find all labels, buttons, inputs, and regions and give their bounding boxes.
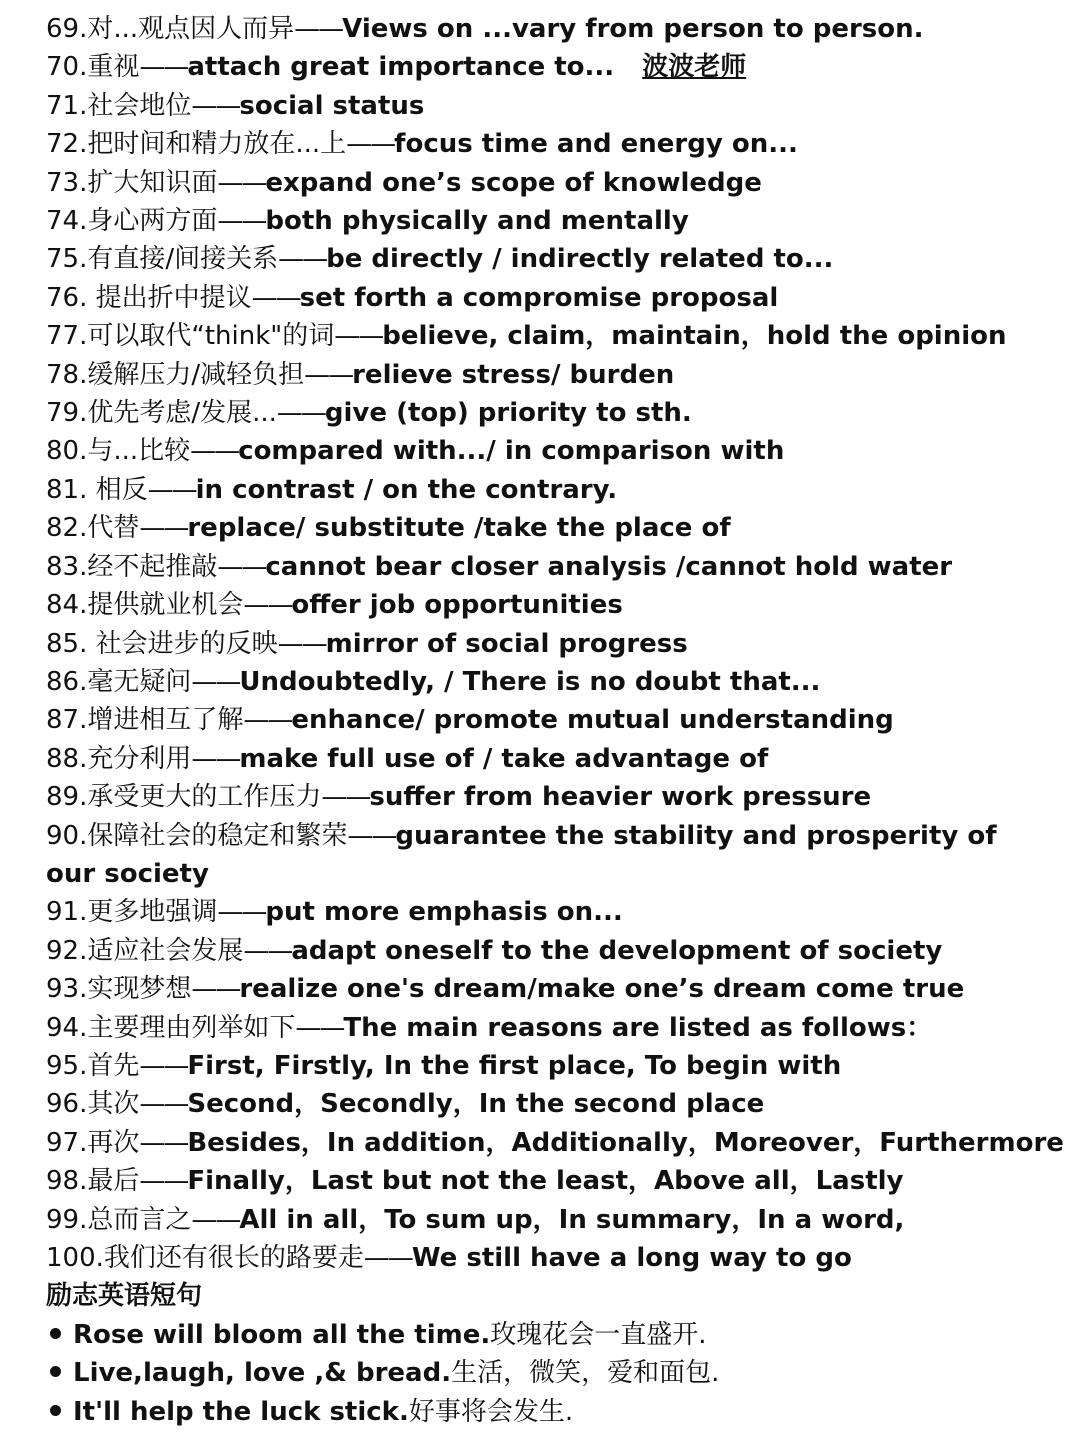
- section-heading: 励志英语短句: [46, 1281, 203, 1312]
- phrase-chinese: 99.总而言之: [46, 1204, 192, 1235]
- phrase-dash: ——: [191, 666, 240, 697]
- phrase-chinese: 97.再次: [46, 1127, 140, 1158]
- phrase-dash: ——: [277, 628, 326, 659]
- phrase-english: focus time and energy on...: [394, 129, 798, 160]
- phrase-entry: [46, 432, 1046, 470]
- phrase-dash: ——: [139, 52, 188, 83]
- quote-chinese: 玫瑰花会一直盛开.: [490, 1319, 707, 1350]
- phrase-english: relieve stress/ burden: [352, 359, 675, 390]
- phrase-english: compared with.../ in comparison with: [238, 436, 785, 467]
- phrase-dash: ——: [139, 1050, 188, 1081]
- phrase-dash: ——: [295, 1012, 344, 1043]
- phrase-chinese: 96.其次: [46, 1089, 140, 1120]
- phrase-chinese: 72.把时间和精力放在...上: [46, 129, 347, 160]
- phrase-english: Views on ...vary from person to person.: [342, 14, 924, 44]
- phrase-entry: [46, 240, 1046, 278]
- phrase-entry: [46, 48, 1046, 86]
- phrase-dash: ——: [304, 359, 353, 390]
- phrase-english: cannot bear closer analysis /cannot hold water: [265, 551, 953, 582]
- phrase-chinese: 94.主要理由列举如下: [46, 1012, 296, 1043]
- phrase-entry: [46, 1201, 1046, 1239]
- phrase-english: Besides，In addition，Additionally，Moreover，Furthermore: [187, 1127, 1064, 1158]
- phrase-entry: [46, 471, 1046, 509]
- phrase-dash: ——: [191, 90, 240, 121]
- phrase-entry: [46, 1124, 1064, 1162]
- phrase-chinese: 77.可以取代“think"的词: [46, 321, 335, 352]
- phrase-english: replace/ substitute /take the place of: [187, 513, 731, 544]
- phrase-entry: [46, 10, 1046, 48]
- quote-item: [46, 1316, 1046, 1354]
- phrase-entry: [46, 893, 1046, 931]
- phrase-chinese: 98.最后: [46, 1166, 140, 1197]
- phrase-entry: [46, 548, 1046, 586]
- phrase-chinese: 83.经不起推敲: [46, 551, 218, 582]
- phrase-entry: [46, 778, 1046, 816]
- phrase-chinese: 74.身心两方面: [46, 206, 218, 237]
- phrase-dash: ——: [251, 282, 300, 313]
- phrase-chinese: 88.充分利用: [46, 743, 192, 774]
- phrase-chinese: 89.承受更大的工作压力: [46, 782, 322, 813]
- phrase-english: attach great importance to...: [187, 52, 615, 83]
- phrase-dash: ——: [217, 206, 266, 237]
- phrase-entry: [46, 970, 1046, 1008]
- phrase-dash: ——: [278, 244, 327, 275]
- phrase-dash: ——: [243, 705, 292, 736]
- phrase-chinese: 75.有直接/间接关系: [46, 244, 279, 275]
- phrase-english: set forth a compromise proposal: [299, 282, 779, 313]
- phrase-entry: [46, 932, 1046, 970]
- phrase-english: be directly / indirectly related to...: [326, 244, 834, 275]
- phrase-dash: ——: [346, 129, 395, 160]
- phrase-chinese: 79.优先考虑/发展...: [46, 398, 277, 429]
- phrase-english: guarantee the stability and prosperity of our society: [46, 820, 997, 889]
- phrase-chinese: 73.扩大知识面: [46, 167, 218, 198]
- phrase-english: adapt oneself to the development of society: [291, 935, 943, 966]
- phrase-chinese: 71.社会地位: [46, 90, 192, 121]
- phrase-chinese: 69.对...观点因人而异: [46, 14, 295, 44]
- phrase-dash: ——: [217, 167, 266, 198]
- phrase-english: believe, claim，maintain，hold the opinion: [382, 321, 1007, 352]
- quote-item: [46, 1354, 1046, 1392]
- phrase-english: enhance/ promote mutual understanding: [291, 705, 894, 736]
- quote-chinese: 好事将会发生.: [408, 1396, 574, 1427]
- phrase-entry: [46, 317, 1046, 355]
- phrase-english: Undoubtedly, / There is no doubt that...: [239, 666, 821, 697]
- phrase-chinese: 87.增进相互了解: [46, 705, 244, 736]
- phrase-entry: [46, 1047, 1046, 1085]
- phrase-chinese: 95.首先: [46, 1050, 140, 1081]
- phrase-chinese: 84.提供就业机会: [46, 590, 244, 621]
- phrase-english: We still have a long way to go: [411, 1243, 852, 1273]
- phrase-dash: ——: [191, 974, 240, 1005]
- phrase-english: offer job opportunities: [291, 590, 623, 621]
- phrase-english: give (top) priority to sth.: [324, 398, 692, 429]
- phrase-chinese: 100.我们还有很长的路要走: [46, 1243, 364, 1273]
- phrase-english: All in all，To sum up，In summary，In a word,: [239, 1204, 905, 1235]
- phrase-dash: ——: [139, 1089, 188, 1120]
- phrase-chinese: 76. 提出折中提议: [46, 282, 252, 313]
- phrase-list: [46, 10, 1064, 1277]
- phrase-english: put more emphasis on...: [265, 897, 623, 928]
- phrase-english: social status: [239, 90, 425, 121]
- quote-chinese: 生活，微笑，爱和面包.: [451, 1358, 720, 1389]
- quote-item: [46, 1393, 1046, 1431]
- phrase-english: The main reasons are listed as follows：: [343, 1012, 933, 1043]
- phrase-chinese: 90.保障社会的稳定和繁荣: [46, 820, 348, 851]
- bullet-icon: [50, 1405, 61, 1416]
- phrase-chinese: 78.缓解压力/减轻负担: [46, 359, 305, 390]
- quote-english: Rose will bloom all the time.: [73, 1319, 491, 1350]
- phrase-chinese: 86.毫无疑问: [46, 666, 192, 697]
- phrase-english: make full use of / take advantage of: [239, 743, 769, 774]
- author-tag: 波波老师: [642, 52, 747, 83]
- quote-english: Live,laugh, love ,& bread.: [73, 1358, 452, 1389]
- document-page: [46, 10, 1064, 1431]
- phrase-english: First, Firstly, In the first place, To begin with: [187, 1050, 842, 1081]
- phrase-entry: [46, 356, 1046, 394]
- phrase-english: expand one’s scope of knowledge: [265, 167, 762, 198]
- quote-list: [46, 1316, 1046, 1431]
- phrase-english: Finally，Last but not the least，Above all，Lastly: [187, 1166, 904, 1197]
- phrase-entry: [46, 817, 1046, 894]
- phrase-dash: ——: [243, 935, 292, 966]
- phrase-chinese: 93.实现梦想: [46, 974, 192, 1005]
- phrase-english: both physically and mentally: [265, 206, 689, 237]
- phrase-entry: [46, 586, 1046, 624]
- bullet-icon: [50, 1366, 61, 1377]
- quote-english: It'll help the luck stick.: [73, 1396, 409, 1427]
- phrase-chinese: 85. 社会进步的反映: [46, 628, 278, 659]
- phrase-english: realize one's dream/make one’s dream come true: [239, 974, 965, 1005]
- phrase-entry: [46, 509, 1046, 547]
- phrase-dash: ——: [243, 590, 292, 621]
- phrase-entry: [46, 1085, 1046, 1123]
- phrase-chinese: 81. 相反: [46, 474, 148, 505]
- phrase-dash: ——: [190, 436, 239, 467]
- phrase-dash: ——: [294, 14, 343, 44]
- phrase-dash: ——: [276, 398, 325, 429]
- phrase-dash: ——: [347, 820, 396, 851]
- bullet-icon: [50, 1328, 61, 1339]
- phrase-chinese: 70.重视: [46, 52, 140, 83]
- phrase-entry: [46, 202, 1046, 240]
- phrase-entry: [46, 279, 1046, 317]
- phrase-chinese: 80.与...比较: [46, 436, 191, 467]
- phrase-entry: [46, 125, 1046, 163]
- phrase-entry: [46, 701, 1046, 739]
- phrase-entry: [46, 1162, 1046, 1200]
- phrase-dash: ——: [321, 782, 370, 813]
- phrase-english: suffer from heavier work pressure: [369, 782, 872, 813]
- phrase-entry: [46, 164, 1046, 202]
- phrase-dash: ——: [139, 1166, 188, 1197]
- phrase-dash: ——: [191, 743, 240, 774]
- phrase-dash: ——: [191, 1204, 240, 1235]
- phrase-dash: ——: [139, 513, 188, 544]
- phrase-chinese: 82.代替: [46, 513, 140, 544]
- phrase-dash: ——: [217, 551, 266, 582]
- phrase-dash: ——: [363, 1243, 412, 1273]
- phrase-entry: [46, 1239, 1046, 1277]
- phrase-entry: [46, 740, 1046, 778]
- phrase-english: mirror of social progress: [325, 628, 688, 659]
- phrase-entry: [46, 1009, 1046, 1047]
- phrase-chinese: 91.更多地强调: [46, 897, 218, 928]
- phrase-english: Second，Secondly，In the second place: [187, 1089, 765, 1120]
- phrase-dash: ——: [217, 897, 266, 928]
- phrase-entry: [46, 663, 1046, 701]
- phrase-english: in contrast / on the contrary.: [195, 474, 618, 505]
- phrase-dash: ——: [334, 321, 383, 352]
- phrase-dash: ——: [139, 1127, 188, 1158]
- phrase-entry: [46, 625, 1046, 663]
- phrase-dash: ——: [147, 474, 196, 505]
- phrase-entry: [46, 394, 1046, 432]
- phrase-chinese: 92.适应社会发展: [46, 935, 244, 966]
- phrase-entry: [46, 87, 1046, 125]
